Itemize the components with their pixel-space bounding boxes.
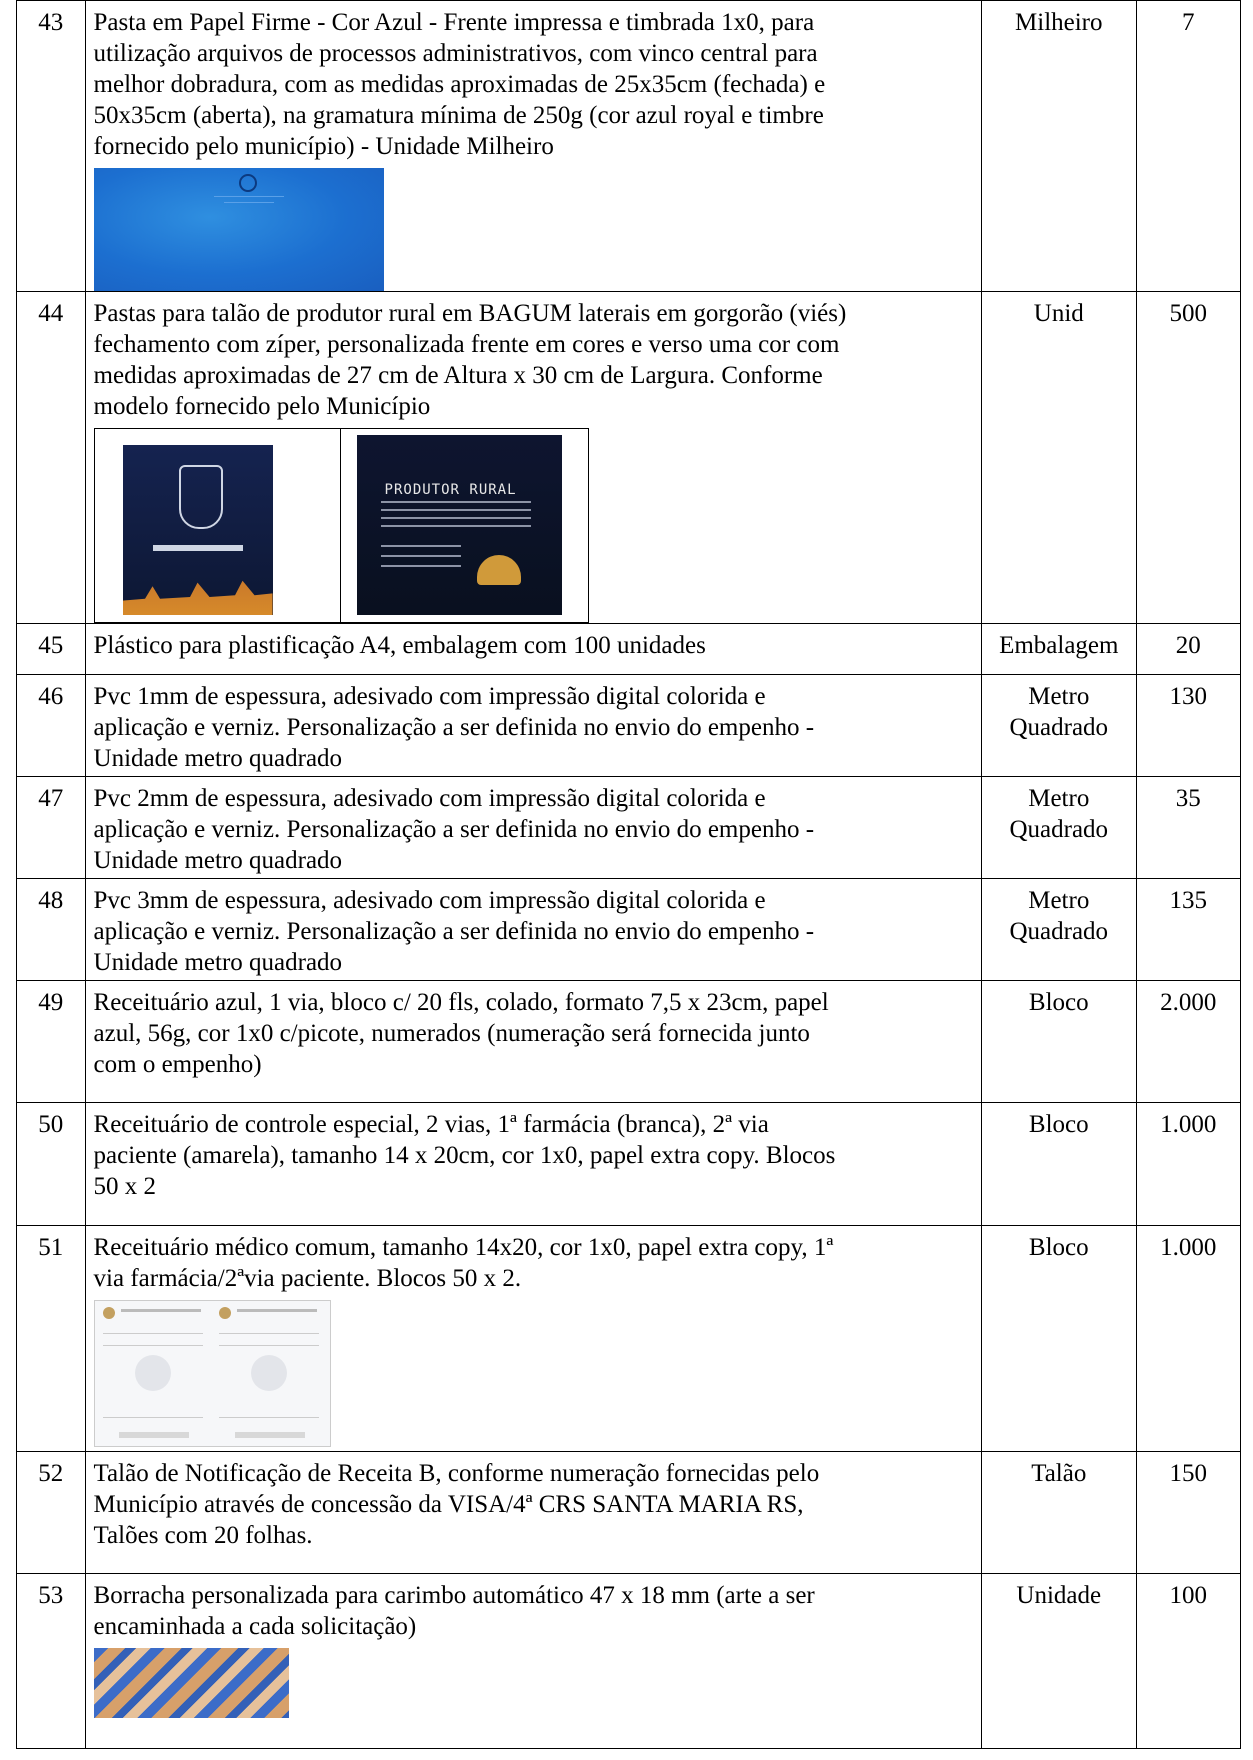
item-description bbox=[85, 292, 982, 624]
description-line: 50x35cm (aberta), na gramatura mínima de 250g (cor azul royal e timbre bbox=[93, 102, 824, 129]
item-unit: Embalagem bbox=[982, 624, 1136, 675]
table-row bbox=[17, 292, 1241, 624]
description-line: Pvc 3mm de espessura, adesivado com impressão digital colorida e bbox=[93, 887, 766, 914]
description-line: 50 x 2 bbox=[93, 1173, 157, 1200]
item-description bbox=[85, 879, 982, 981]
description-line: azul, 56g, cor 1x0 c/picote, numerados (numeração será fornecida junto bbox=[93, 1020, 810, 1047]
description-line: Unidade metro quadrado bbox=[93, 745, 343, 772]
item-quantity: 130 bbox=[1136, 675, 1240, 777]
description-line: aplicação e verniz. Personalização a ser definida no envio do empenho - bbox=[93, 918, 815, 945]
table-row bbox=[17, 981, 1241, 1103]
item-unit: Unidade bbox=[982, 1574, 1136, 1749]
item-unit: Bloco bbox=[982, 1226, 1136, 1452]
item-number: 49 bbox=[17, 981, 86, 1103]
description-line: medidas aproximadas de 27 cm de Altura x 30 cm de Largura. Conforme bbox=[93, 362, 823, 389]
crest-icon bbox=[179, 465, 223, 529]
skyline-graphic bbox=[123, 579, 273, 615]
description-line: Talões com 20 folhas. bbox=[93, 1522, 313, 1549]
folder-front-image bbox=[123, 445, 273, 615]
blue-folder-image bbox=[94, 168, 384, 291]
table-row bbox=[17, 1452, 1241, 1574]
item-description bbox=[85, 981, 982, 1103]
description-line: Unidade metro quadrado bbox=[93, 949, 343, 976]
folder-images bbox=[94, 428, 589, 623]
item-quantity: 7 bbox=[1136, 1, 1240, 292]
description-line: paciente (amarela), tamanho 14 x 20cm, cor 1x0, papel extra copy. Blocos bbox=[93, 1142, 836, 1169]
table-row bbox=[17, 624, 1241, 675]
table-row bbox=[17, 1226, 1241, 1452]
description-line: encaminhada a cada solicitação) bbox=[93, 1613, 417, 1640]
items-table bbox=[16, 0, 1241, 1749]
item-unit: Metro Quadrado bbox=[982, 675, 1136, 777]
description-line: Unidade metro quadrado bbox=[93, 847, 343, 874]
prescription-form-image bbox=[94, 1300, 331, 1447]
table-row bbox=[17, 777, 1241, 879]
description-line: utilização arquivos de processos administrativos, com vinco central para bbox=[93, 40, 818, 67]
description-line: aplicação e verniz. Personalização a ser definida no envio do empenho - bbox=[93, 714, 815, 741]
item-number: 51 bbox=[17, 1226, 86, 1452]
stamp-rubbers-image bbox=[94, 1648, 289, 1718]
item-description bbox=[85, 1452, 982, 1574]
table-row bbox=[17, 879, 1241, 981]
item-quantity: 500 bbox=[1136, 292, 1240, 624]
item-unit: Bloco bbox=[982, 981, 1136, 1103]
description-line: melhor dobradura, com as medidas aproximadas de 25x35cm (fechada) e bbox=[93, 71, 826, 98]
description-line: Talão de Notificação de Receita B, conforme numeração fornecidas pelo bbox=[93, 1460, 820, 1487]
item-quantity: 100 bbox=[1136, 1574, 1240, 1749]
item-number: 45 bbox=[17, 624, 86, 675]
item-description bbox=[85, 624, 982, 675]
description-line: Pasta em Papel Firme - Cor Azul - Frente impressa e timbrada 1x0, para bbox=[93, 9, 815, 36]
description-line: com o empenho) bbox=[93, 1051, 262, 1078]
table-row bbox=[17, 675, 1241, 777]
description-line: Receituário médico comum, tamanho 14x20, cor 1x0, papel extra copy, 1ª bbox=[93, 1234, 834, 1261]
item-description bbox=[85, 675, 982, 777]
item-quantity: 150 bbox=[1136, 1452, 1240, 1574]
item-number: 47 bbox=[17, 777, 86, 879]
description-line: Plástico para plastificação A4, embalagem com 100 unidades bbox=[93, 632, 706, 659]
description-line: fornecido pelo município) - Unidade Milheiro bbox=[93, 133, 554, 160]
item-quantity: 35 bbox=[1136, 777, 1240, 879]
item-unit: Talão bbox=[982, 1452, 1136, 1574]
item-description bbox=[85, 1, 982, 292]
folder-back-title: PRODUTOR RURAL bbox=[384, 482, 517, 498]
item-unit: Unid bbox=[982, 292, 1136, 624]
item-description bbox=[85, 1226, 982, 1452]
folder-back-image bbox=[357, 435, 562, 615]
item-description bbox=[85, 777, 982, 879]
seal-icon bbox=[239, 174, 257, 192]
description-line: aplicação e verniz. Personalização a ser definida no envio do empenho - bbox=[93, 816, 815, 843]
table-row bbox=[17, 1103, 1241, 1226]
emblem-icon bbox=[477, 555, 521, 585]
item-number: 50 bbox=[17, 1103, 86, 1226]
logo-icon bbox=[219, 1307, 231, 1319]
item-number: 48 bbox=[17, 879, 86, 981]
table-row bbox=[17, 1, 1241, 292]
item-quantity: 1.000 bbox=[1136, 1103, 1240, 1226]
description-line: Receituário de controle especial, 2 vias, 1ª farmácia (branca), 2ª via bbox=[93, 1111, 769, 1138]
description-line: Receituário azul, 1 via, bloco c/ 20 fls, colado, formato 7,5 x 23cm, papel bbox=[93, 989, 829, 1016]
description-line: Pvc 2mm de espessura, adesivado com impressão digital colorida e bbox=[93, 785, 766, 812]
description-line: Município através de concessão da VISA/4ª CRS SANTA MARIA RS, bbox=[93, 1491, 804, 1518]
table-row bbox=[17, 1574, 1241, 1749]
item-quantity: 20 bbox=[1136, 624, 1240, 675]
description-line: Pvc 1mm de espessura, adesivado com impressão digital colorida e bbox=[93, 683, 766, 710]
description-line: Pastas para talão de produtor rural em BAGUM laterais em gorgorão (viés) bbox=[93, 300, 847, 327]
item-description bbox=[85, 1574, 982, 1749]
item-number: 46 bbox=[17, 675, 86, 777]
item-number: 52 bbox=[17, 1452, 86, 1574]
description-line: modelo fornecido pelo Município bbox=[93, 393, 431, 420]
item-unit: Metro Quadrado bbox=[982, 879, 1136, 981]
item-number: 44 bbox=[17, 292, 86, 624]
description-line: Borracha personalizada para carimbo automático 47 x 18 mm (arte a ser bbox=[93, 1582, 815, 1609]
item-number: 43 bbox=[17, 1, 86, 292]
description-line: fechamento com zíper, personalizada frente em cores e verso uma cor com bbox=[93, 331, 840, 358]
item-unit: Bloco bbox=[982, 1103, 1136, 1226]
description-line: via farmácia/2ªvia paciente. Blocos 50 x 2. bbox=[93, 1265, 522, 1292]
logo-icon bbox=[103, 1307, 115, 1319]
item-unit: Metro Quadrado bbox=[982, 777, 1136, 879]
item-quantity: 1.000 bbox=[1136, 1226, 1240, 1452]
item-description bbox=[85, 1103, 982, 1226]
item-quantity: 2.000 bbox=[1136, 981, 1240, 1103]
item-quantity: 135 bbox=[1136, 879, 1240, 981]
item-number: 53 bbox=[17, 1574, 86, 1749]
item-unit: Milheiro bbox=[982, 1, 1136, 292]
